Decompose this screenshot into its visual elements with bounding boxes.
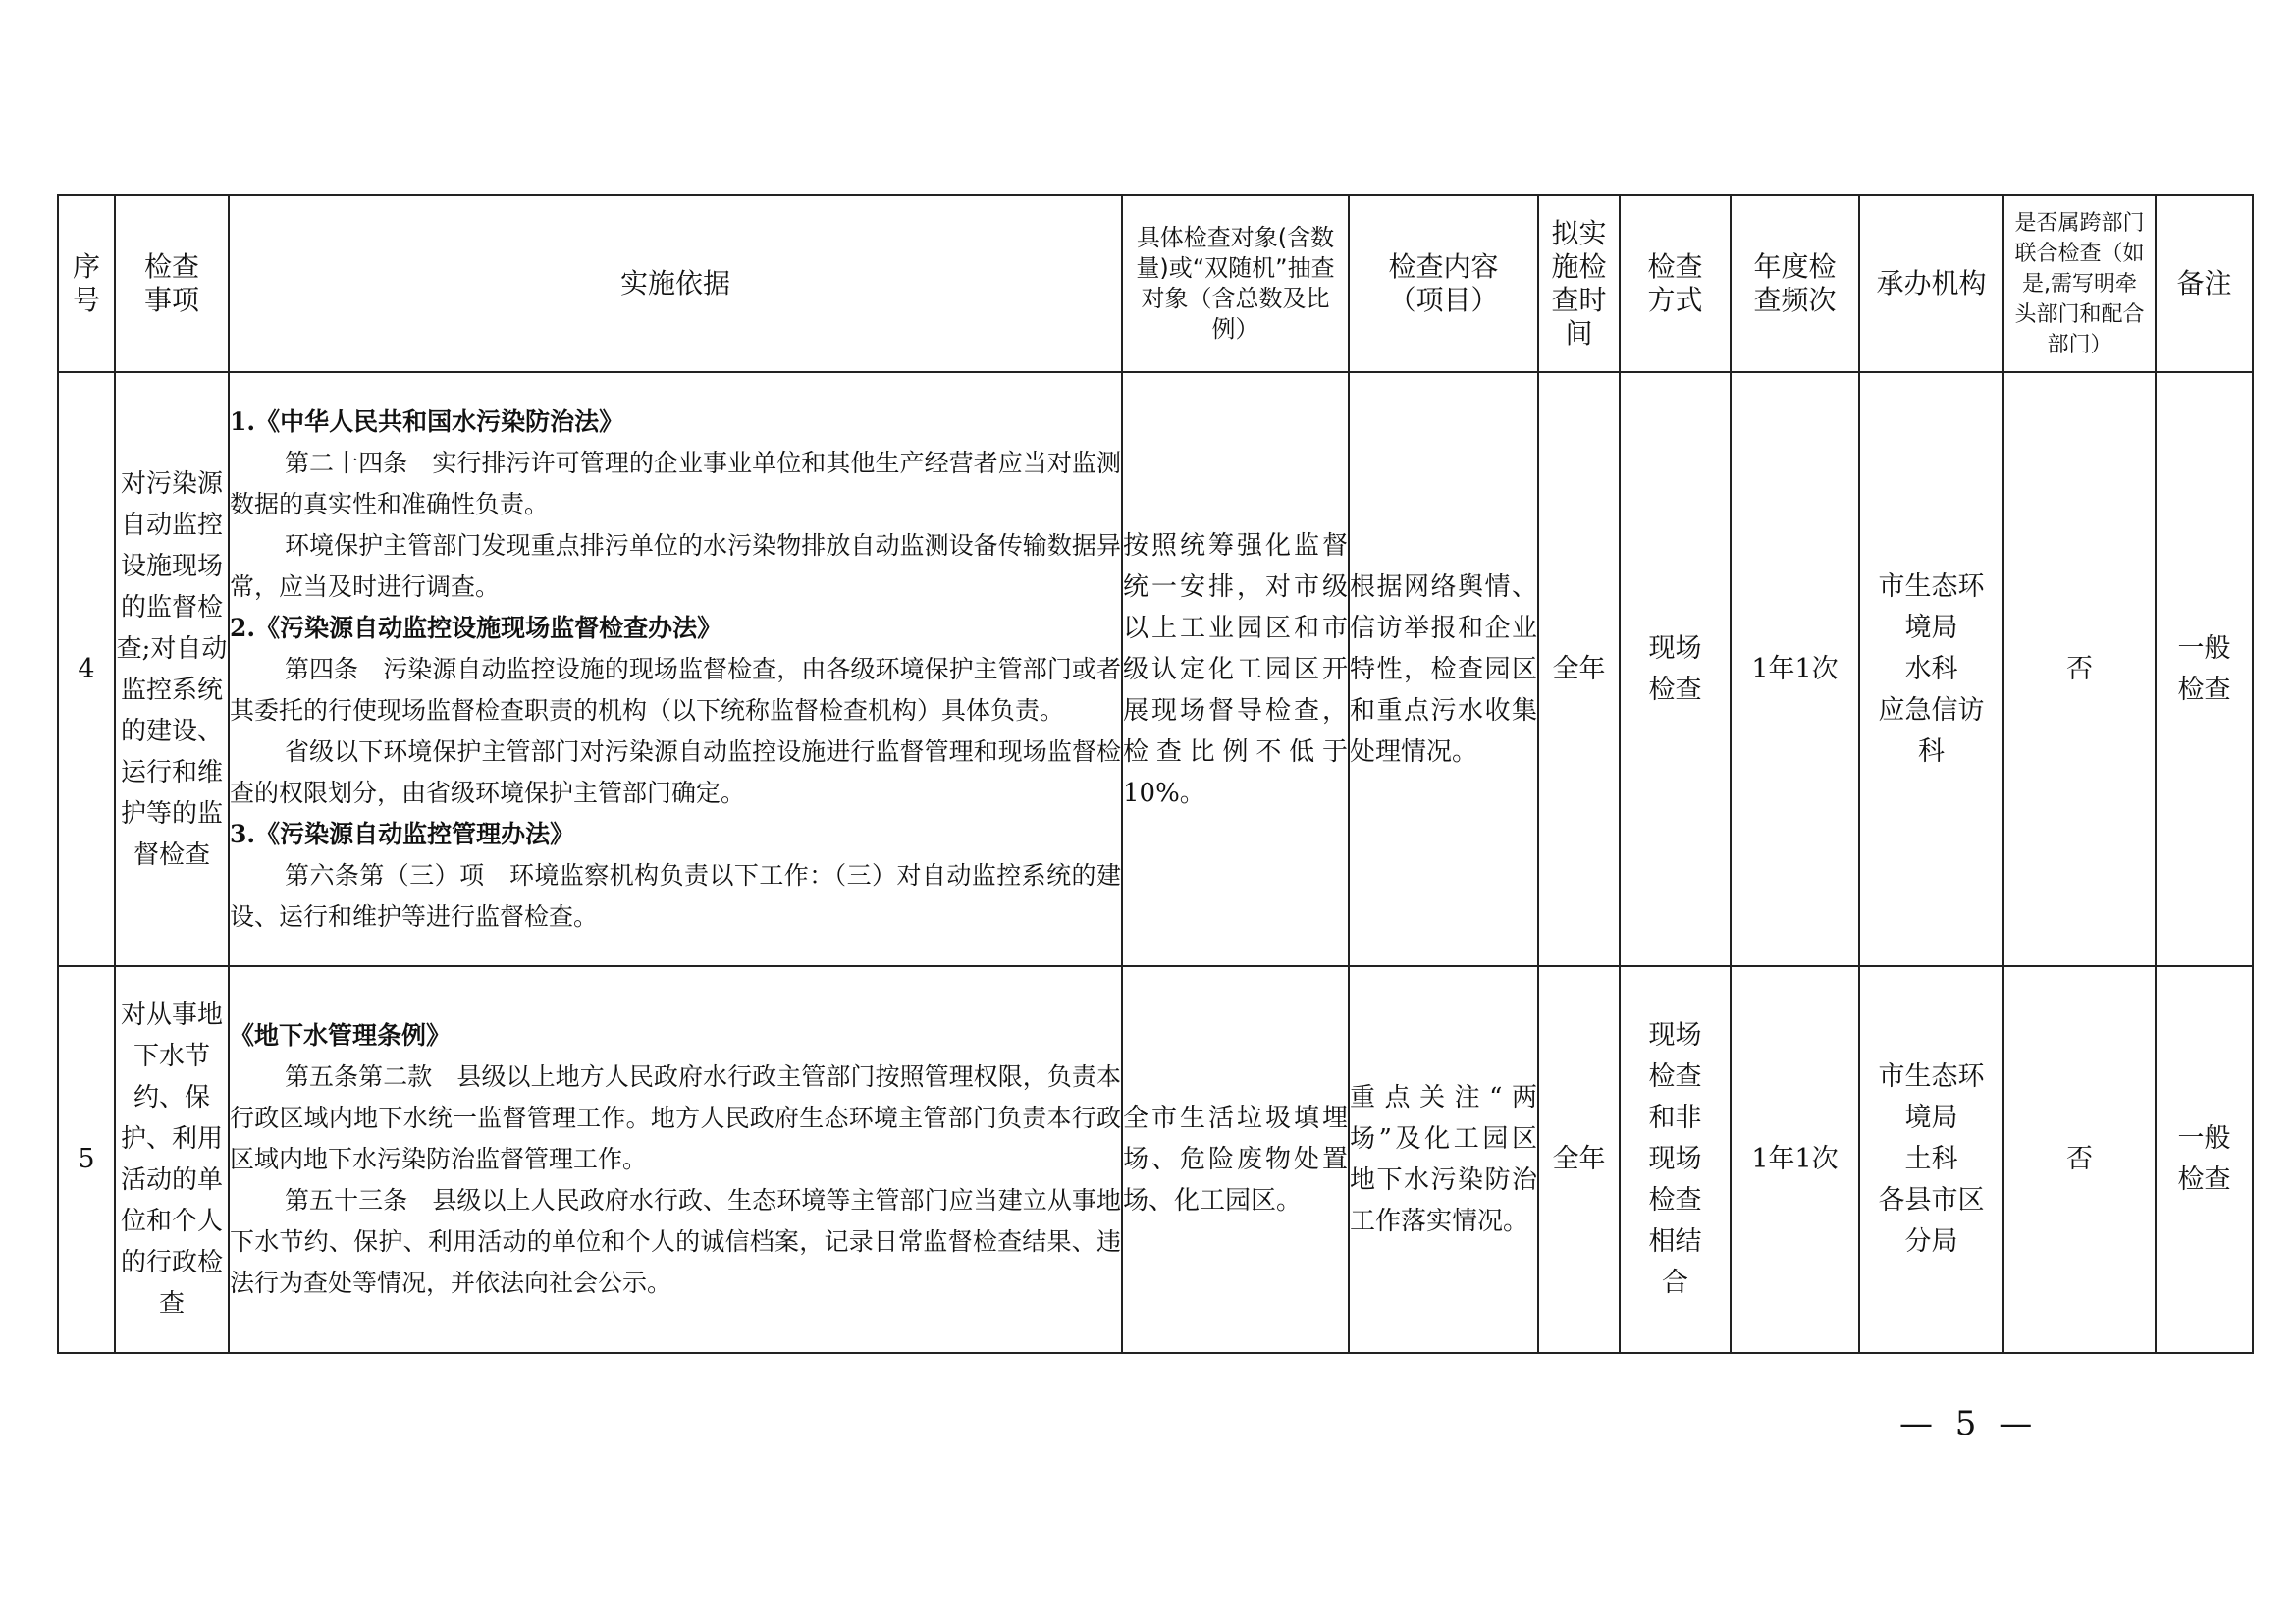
row-time: 全年 [1538,966,1620,1353]
header-method: 检查方式 [1620,195,1731,372]
header-basis: 实施依据 [229,195,1122,372]
law-title: 2.《污染源自动监控设施现场监督检查办法》 [230,613,722,642]
page-number: — 5 — [1899,1404,2039,1443]
law-article: 第五条第二款 县级以上地方人民政府水行政主管部门按照管理权限，负责本行政区域内地下水统一监督管理工作。地方人民政府生态环境主管部门负责本行政区域内地下水污染防治监督管理工作。 [230,1062,1121,1174]
row-org [1859,966,2003,1353]
law-article: 第五十三条 县级以上人民政府水行政、生态环境等主管部门应当建立从事地下水节约、保护、利用活动的单位和个人的诚信档案，记录日常监督检查结果、违法行为查处等情况，并依法向社会公示。 [230,1186,1121,1298]
law-title: 《地下水管理条例》 [230,1021,452,1051]
law-title: 3.《污染源自动监控管理办法》 [230,819,575,848]
row-joint: 否 [2003,966,2156,1353]
header-seq: 序号 [58,195,115,372]
header-content: 检查内容（项目） [1349,195,1538,372]
law-article: 第六条第（三）项 环境监察机构负责以下工作：（三）对自动监控系统的建设、运行和维护等进行监督检查。 [230,860,1121,931]
header-org: 承办机构 [1859,195,2003,372]
law-title: 1.《中华人民共和国水污染防治法》 [230,406,624,436]
row-freq: 1年1次 [1731,372,1859,966]
org-line: 市生态环境局 [1878,1061,1985,1134]
org-line: 各县市区分局 [1878,1185,1985,1258]
row-seq: 4 [58,372,115,966]
header-freq: 年度检查频次 [1731,195,1859,372]
row-content: 根据网络舆情、信访举报和企业特性，检查园区和重点污水收集处理情况。 [1349,372,1538,966]
row-time: 全年 [1538,372,1620,966]
law-article: 省级以下环境保护主管部门对污染源自动监控设施进行监督管理和现场监督检查的权限划分，由省级环境保护主管部门确定。 [230,736,1121,807]
row-target: 按照统筹强化监督统一安排，对市级以上工业园区和市级认定化工园区开展现场督导检查，检查比例不低于10%。 [1122,372,1349,966]
law-article: 第四条 污染源自动监控设施的现场监督检查，由各级环境保护主管部门或者其委托的行使现场监督检查职责的机构（以下统称监督检查机构）具体负责。 [230,654,1121,725]
org-line: 市生态环境局 [1878,570,1985,643]
org-line: 土科 [1904,1144,1958,1175]
row-item: 对污染源自动监控设施现场的监督检查;对自动监控系统的建设、运行和维护等的监督检查 [115,372,229,966]
row-target: 全市生活垃圾填埋场、危险废物处置场、化工园区。 [1122,966,1349,1353]
inspection-table [57,194,2254,1354]
header-note: 备注 [2156,195,2253,372]
row-note: 一般检查 [2156,966,2253,1353]
header-joint: 是否属跨部门联合检查（如是,需写明牵头部门和配合部门） [2003,195,2156,372]
row-org [1859,372,2003,966]
row-note: 一般检查 [2156,372,2253,966]
law-article: 第二十四条 实行排污许可管理的企业事业单位和其他生产经营者应当对监测数据的真实性和准确性负责。 [230,448,1121,518]
row-seq: 5 [58,966,115,1353]
row-joint: 否 [2003,372,2156,966]
row-content: 重点关注“两场”及化工园区地下水污染防治工作落实情况。 [1349,966,1538,1353]
row-item: 对从事地下水节约、保护、利用活动的单位和个人的行政检查 [115,966,229,1353]
header-row [58,195,2253,372]
row-method: 现场检查和非现场检查相结合 [1620,966,1731,1353]
row-method: 现场检查 [1620,372,1731,966]
table-row [58,966,2253,1353]
org-line: 水科 [1904,653,1958,684]
table-row [58,372,2253,966]
header-time: 拟实施检查时间 [1538,195,1620,372]
org-line: 应急信访科 [1878,694,1985,767]
header-item: 检查事项 [115,195,229,372]
row-basis [229,372,1122,966]
row-freq: 1年1次 [1731,966,1859,1353]
row-basis [229,966,1122,1353]
law-article: 环境保护主管部门发现重点排污单位的水污染物排放自动监测设备传输数据异常，应当及时进行调查。 [230,530,1121,601]
header-target: 具体检查对象(含数量)或“双随机”抽查对象（含总数及比例） [1122,195,1349,372]
